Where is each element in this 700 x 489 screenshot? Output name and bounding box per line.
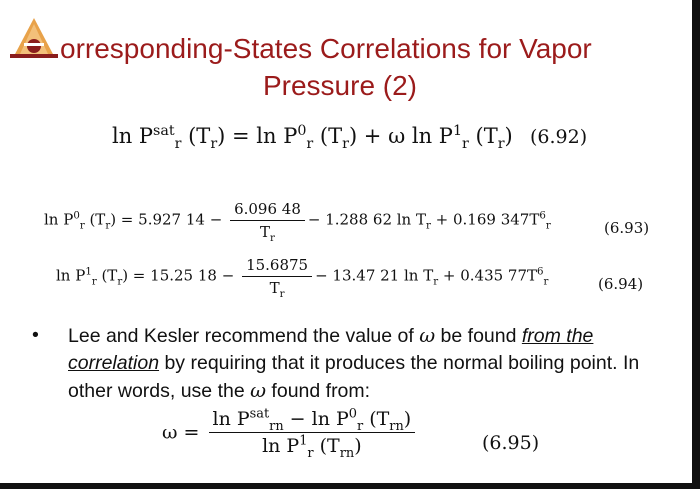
eq693-sub: r: [426, 220, 431, 232]
eq692-sub: r: [462, 136, 469, 153]
eq692-sub: r: [210, 136, 218, 153]
eq694-sup: 6: [537, 266, 544, 278]
eq694-denominator: [242, 277, 312, 300]
eq694-term: + 0.435 77T: [438, 266, 538, 285]
bullet-text-part: by requiring that it produces the normal boiling point. In other words, use the: [68, 352, 640, 402]
eq692-term: ) + ω ln P: [348, 124, 453, 148]
title-line-1: orresponding-States Correlations for Vapor: [60, 33, 592, 64]
eq693-sup: 6: [539, 210, 546, 222]
equation-6-94: [56, 256, 549, 300]
bullet-text-part: be found: [435, 325, 522, 347]
eq695-term: ln P: [212, 408, 250, 430]
eq692-sub: r: [306, 136, 314, 153]
eq695-sup: sat: [249, 406, 270, 422]
eq692-term: (T: [313, 124, 343, 148]
eq694-den-sub: r: [279, 289, 285, 300]
underlined-phrase: from the correlation: [68, 325, 594, 374]
eq693-term: + 0.169 347T: [430, 210, 540, 229]
bullet-text: [68, 322, 658, 405]
eq692-sup: sat: [153, 123, 175, 139]
eq692-sup: 1: [452, 123, 463, 139]
eq692-term: (T: [468, 124, 498, 148]
eq694-term: ln P: [56, 266, 86, 285]
omega-symbol: ω: [250, 379, 267, 402]
eq693-denominator: [230, 221, 305, 244]
eq692-term: ) = ln P: [217, 124, 298, 148]
equation-6-92: [112, 123, 513, 153]
eq693-term: ln P: [44, 210, 74, 229]
eq693-term: (T: [84, 210, 106, 229]
eq692-sub: r: [342, 136, 349, 153]
eq695-numerator: [209, 408, 416, 433]
eq692-sub: r: [497, 136, 505, 153]
eq695-denominator: [209, 433, 416, 461]
bullet-text-part: found from:: [266, 380, 371, 402]
eq695-term: (T: [363, 408, 390, 430]
eq695-lhs: ω =: [162, 421, 200, 444]
eq694-term: (T: [96, 266, 118, 285]
eq693-sub: r: [79, 220, 85, 232]
eq695-term: ): [403, 408, 412, 430]
eq692-term: ln P: [112, 124, 154, 148]
eq694-numerator: 15.6875: [242, 256, 312, 277]
equation-number-6-92: (6.92): [530, 126, 588, 148]
eq694-term: ) = 15.25 18 −: [122, 266, 235, 285]
bullet-text-part: Lee and Kesler recommend the value of: [68, 325, 420, 347]
eq695-sub: rn: [389, 418, 404, 434]
eq694-den-term: T: [269, 279, 280, 297]
equation-number-6-95: (6.95): [482, 432, 540, 454]
eq693-den-sub: r: [270, 233, 275, 244]
eq695-sub: rn: [269, 418, 284, 434]
eq694-sub: r: [117, 276, 123, 288]
eq692-term: ): [504, 124, 513, 148]
eq695-term: − ln P: [283, 408, 349, 430]
eq694-term: − 13.47 21 ln T: [315, 266, 434, 285]
eq695-sub: rn: [339, 445, 355, 461]
eq693-sub: r: [545, 220, 551, 232]
eq693-den-term: T: [260, 223, 271, 241]
bullet-marker: •: [32, 324, 39, 346]
eq695-sub: r: [357, 418, 364, 434]
eq692-term: (T: [181, 124, 211, 148]
equation-number-6-94: (6.94): [598, 275, 644, 293]
eq692-sup: 0: [297, 123, 307, 139]
eq694-sub: r: [91, 276, 97, 288]
equation-number-6-93: (6.93): [604, 219, 650, 237]
eq695-sup: 0: [348, 406, 357, 422]
eq693-term: − 1.288 62 ln T: [307, 210, 426, 229]
eq694-fraction: [242, 256, 312, 300]
eq693-numerator: 6.096 48: [230, 200, 305, 221]
eq695-term: ): [354, 435, 362, 457]
eq695-term: ln P: [262, 435, 300, 457]
title-line-2: Pressure (2): [262, 70, 418, 101]
eq695-fraction: [209, 406, 416, 461]
eq694-sub: r: [433, 276, 439, 288]
slide-title: [60, 30, 680, 104]
university-logo-icon: [8, 16, 60, 62]
eq693-term: ) = 5.927 14 −: [110, 210, 223, 229]
eq693-sub: r: [105, 220, 111, 232]
equation-6-93: [44, 200, 551, 244]
eq693-sup: 0: [73, 210, 80, 222]
eq694-sup: 1: [85, 266, 92, 278]
eq692-sub: r: [174, 136, 182, 153]
equation-6-95: [162, 406, 418, 461]
eq693-fraction: [230, 200, 305, 244]
eq695-sub: r: [307, 445, 314, 461]
eq695-term: (T: [313, 435, 340, 457]
eq695-sup: 1: [299, 433, 308, 449]
eq694-sub: r: [543, 276, 549, 288]
omega-symbol: ω: [419, 324, 436, 347]
